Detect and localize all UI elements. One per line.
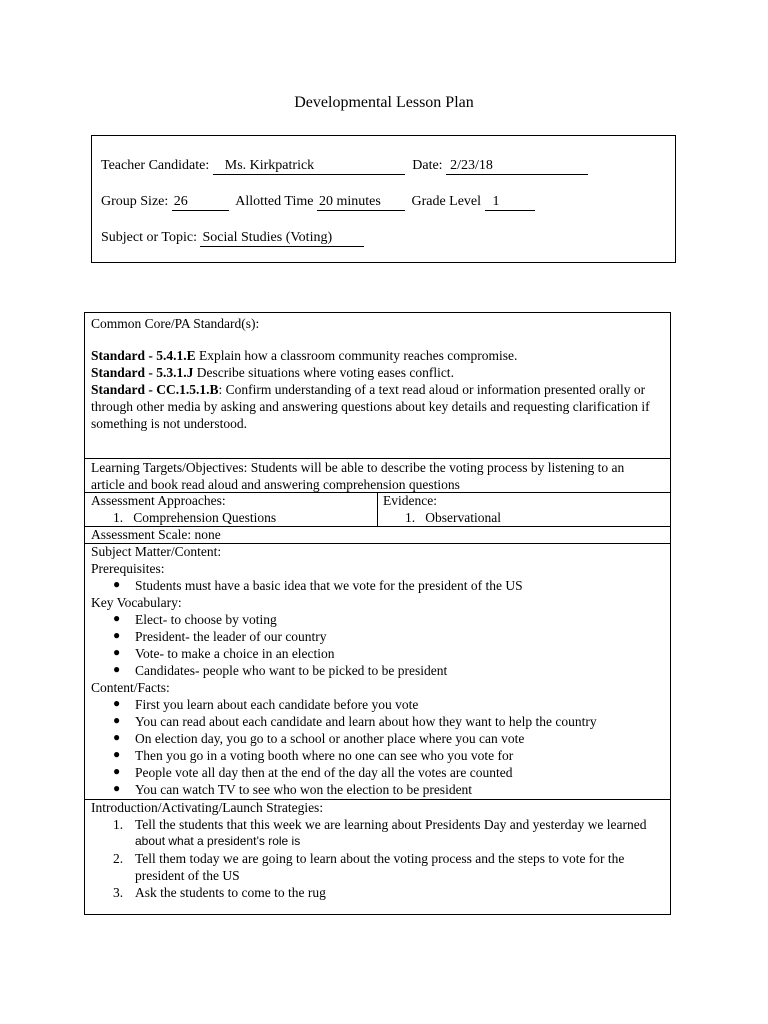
grade-label: Grade Level	[411, 194, 482, 209]
teacher-label: Teacher Candidate:	[101, 158, 210, 173]
intro-number: 2.	[113, 851, 124, 866]
evidence-item-text: Observational	[425, 510, 501, 525]
fact-item: Then you go in a voting booth where no one can see who you vote for	[135, 748, 514, 763]
intro-item-2: Tell them today we are going to learn about the voting process and the steps to vote for the president of the US	[135, 851, 625, 883]
prereq-label: Prerequisites:	[91, 561, 165, 576]
bullet-icon: ●	[113, 611, 121, 625]
objectives: Learning Targets/Objectives: Students will be able to describe the voting process by listening to an article and book read aloud and answering comprehension questions	[91, 460, 625, 492]
time-label: Allotted Time	[235, 194, 314, 209]
assessment-column-divider	[377, 493, 378, 526]
evidence-item: 1. Observational	[405, 510, 501, 525]
intro-number: 1.	[113, 817, 124, 832]
standard-code: Standard - 5.3.1.J	[91, 365, 194, 380]
fact-item: First you learn about each candidate before you vote	[135, 697, 419, 712]
standard-text: Explain how a classroom community reaches compromise.	[195, 348, 518, 363]
bullet-icon: ●	[113, 747, 121, 761]
standards-list	[91, 347, 665, 432]
header-box	[91, 135, 676, 263]
subject-line	[101, 230, 364, 247]
standard-text: Describe situations where voting eases conflict.	[193, 365, 454, 380]
assessment-scale: Assessment Scale: none	[91, 527, 221, 542]
subject-label: Subject or Topic:	[101, 230, 197, 245]
bullet-icon: ●	[113, 713, 121, 727]
bullet-icon: ●	[113, 662, 121, 676]
bullet-icon: ●	[113, 628, 121, 642]
assessment-approaches-label: Assessment Approaches:	[91, 493, 226, 508]
bullet-icon: ●	[113, 645, 121, 659]
prereq-item: Students must have a basic idea that we vote for the president of the US	[135, 578, 523, 593]
vocab-item: Candidates- people who want to be picked to be president	[135, 663, 448, 678]
fact-item: You can watch TV to see who won the election to be president	[135, 782, 473, 797]
bullet-icon: ●	[113, 781, 121, 795]
vocab-item: President- the leader of our country	[135, 629, 327, 644]
standards-heading: Common Core/PA Standard(s):	[91, 316, 260, 331]
group-label: Group Size:	[101, 194, 169, 209]
time-field	[317, 194, 405, 211]
vocab-item: Elect- to choose by voting	[135, 612, 277, 627]
approaches-item-text: Comprehension Questions	[133, 510, 277, 525]
standard-code: Standard - CC.1.5.1.B	[91, 382, 219, 397]
standard-code: Standard - 5.4.1.E	[91, 348, 196, 363]
intro-number: 3.	[113, 885, 124, 900]
grade-value: 1	[492, 194, 500, 209]
bullet-icon: ●	[113, 730, 121, 744]
grade-field	[485, 194, 535, 211]
assessment-approaches-item: 1. Comprehension Questions	[113, 510, 277, 525]
standard-text: : Confirm understanding of a text read aloud or information presented orally or through other media by asking and answering questions about key details and requesting clarification if something is not understood.	[91, 382, 650, 431]
bullet-icon: ●	[113, 764, 121, 778]
content-heading: Subject Matter/Content:	[91, 544, 222, 559]
fact-item: You can read about each candidate and learn about how they want to help the country	[135, 714, 597, 729]
date-field	[446, 158, 588, 175]
teacher-value: Ms. Kirkpatrick	[224, 158, 315, 173]
subject-value: Social Studies (Voting)	[202, 230, 333, 245]
teacher-date-line	[101, 158, 588, 175]
time-value: 20 minutes	[318, 194, 381, 209]
standard-item	[91, 347, 665, 364]
vocab-item: Vote- to make a choice in an election	[135, 646, 335, 661]
intro-item-3: Ask the students to come to the rug	[135, 885, 326, 900]
vocab-label: Key Vocabulary:	[91, 595, 182, 610]
intro-item-1-line-1: Tell the students that this week we are learning about Presidents Day and yesterday we learned	[135, 817, 647, 832]
standard-item	[91, 364, 665, 381]
fact-item: On election day, you go to a school or another place where you can vote	[135, 731, 525, 746]
group-field	[172, 194, 229, 211]
evidence-label: Evidence:	[383, 493, 437, 508]
facts-label: Content/Facts:	[91, 680, 170, 695]
fact-item: People vote all day then at the end of the day all the votes are counted	[135, 765, 513, 780]
intro-item-1-line-2: about what a president’s role is	[135, 834, 301, 848]
teacher-field	[213, 158, 405, 175]
group-value: 26	[173, 194, 188, 209]
page-title: Developmental Lesson Plan	[294, 94, 474, 111]
subject-field	[200, 230, 364, 247]
bullet-icon: ●	[113, 577, 121, 591]
standard-item	[91, 381, 665, 432]
bullet-icon: ●	[113, 696, 121, 710]
group-time-grade-line	[101, 194, 535, 211]
lesson-table	[84, 312, 671, 915]
date-value: 2/23/18	[450, 158, 493, 173]
intro-heading: Introduction/Activating/Launch Strategies:	[91, 800, 324, 815]
date-label: Date:	[412, 158, 443, 173]
